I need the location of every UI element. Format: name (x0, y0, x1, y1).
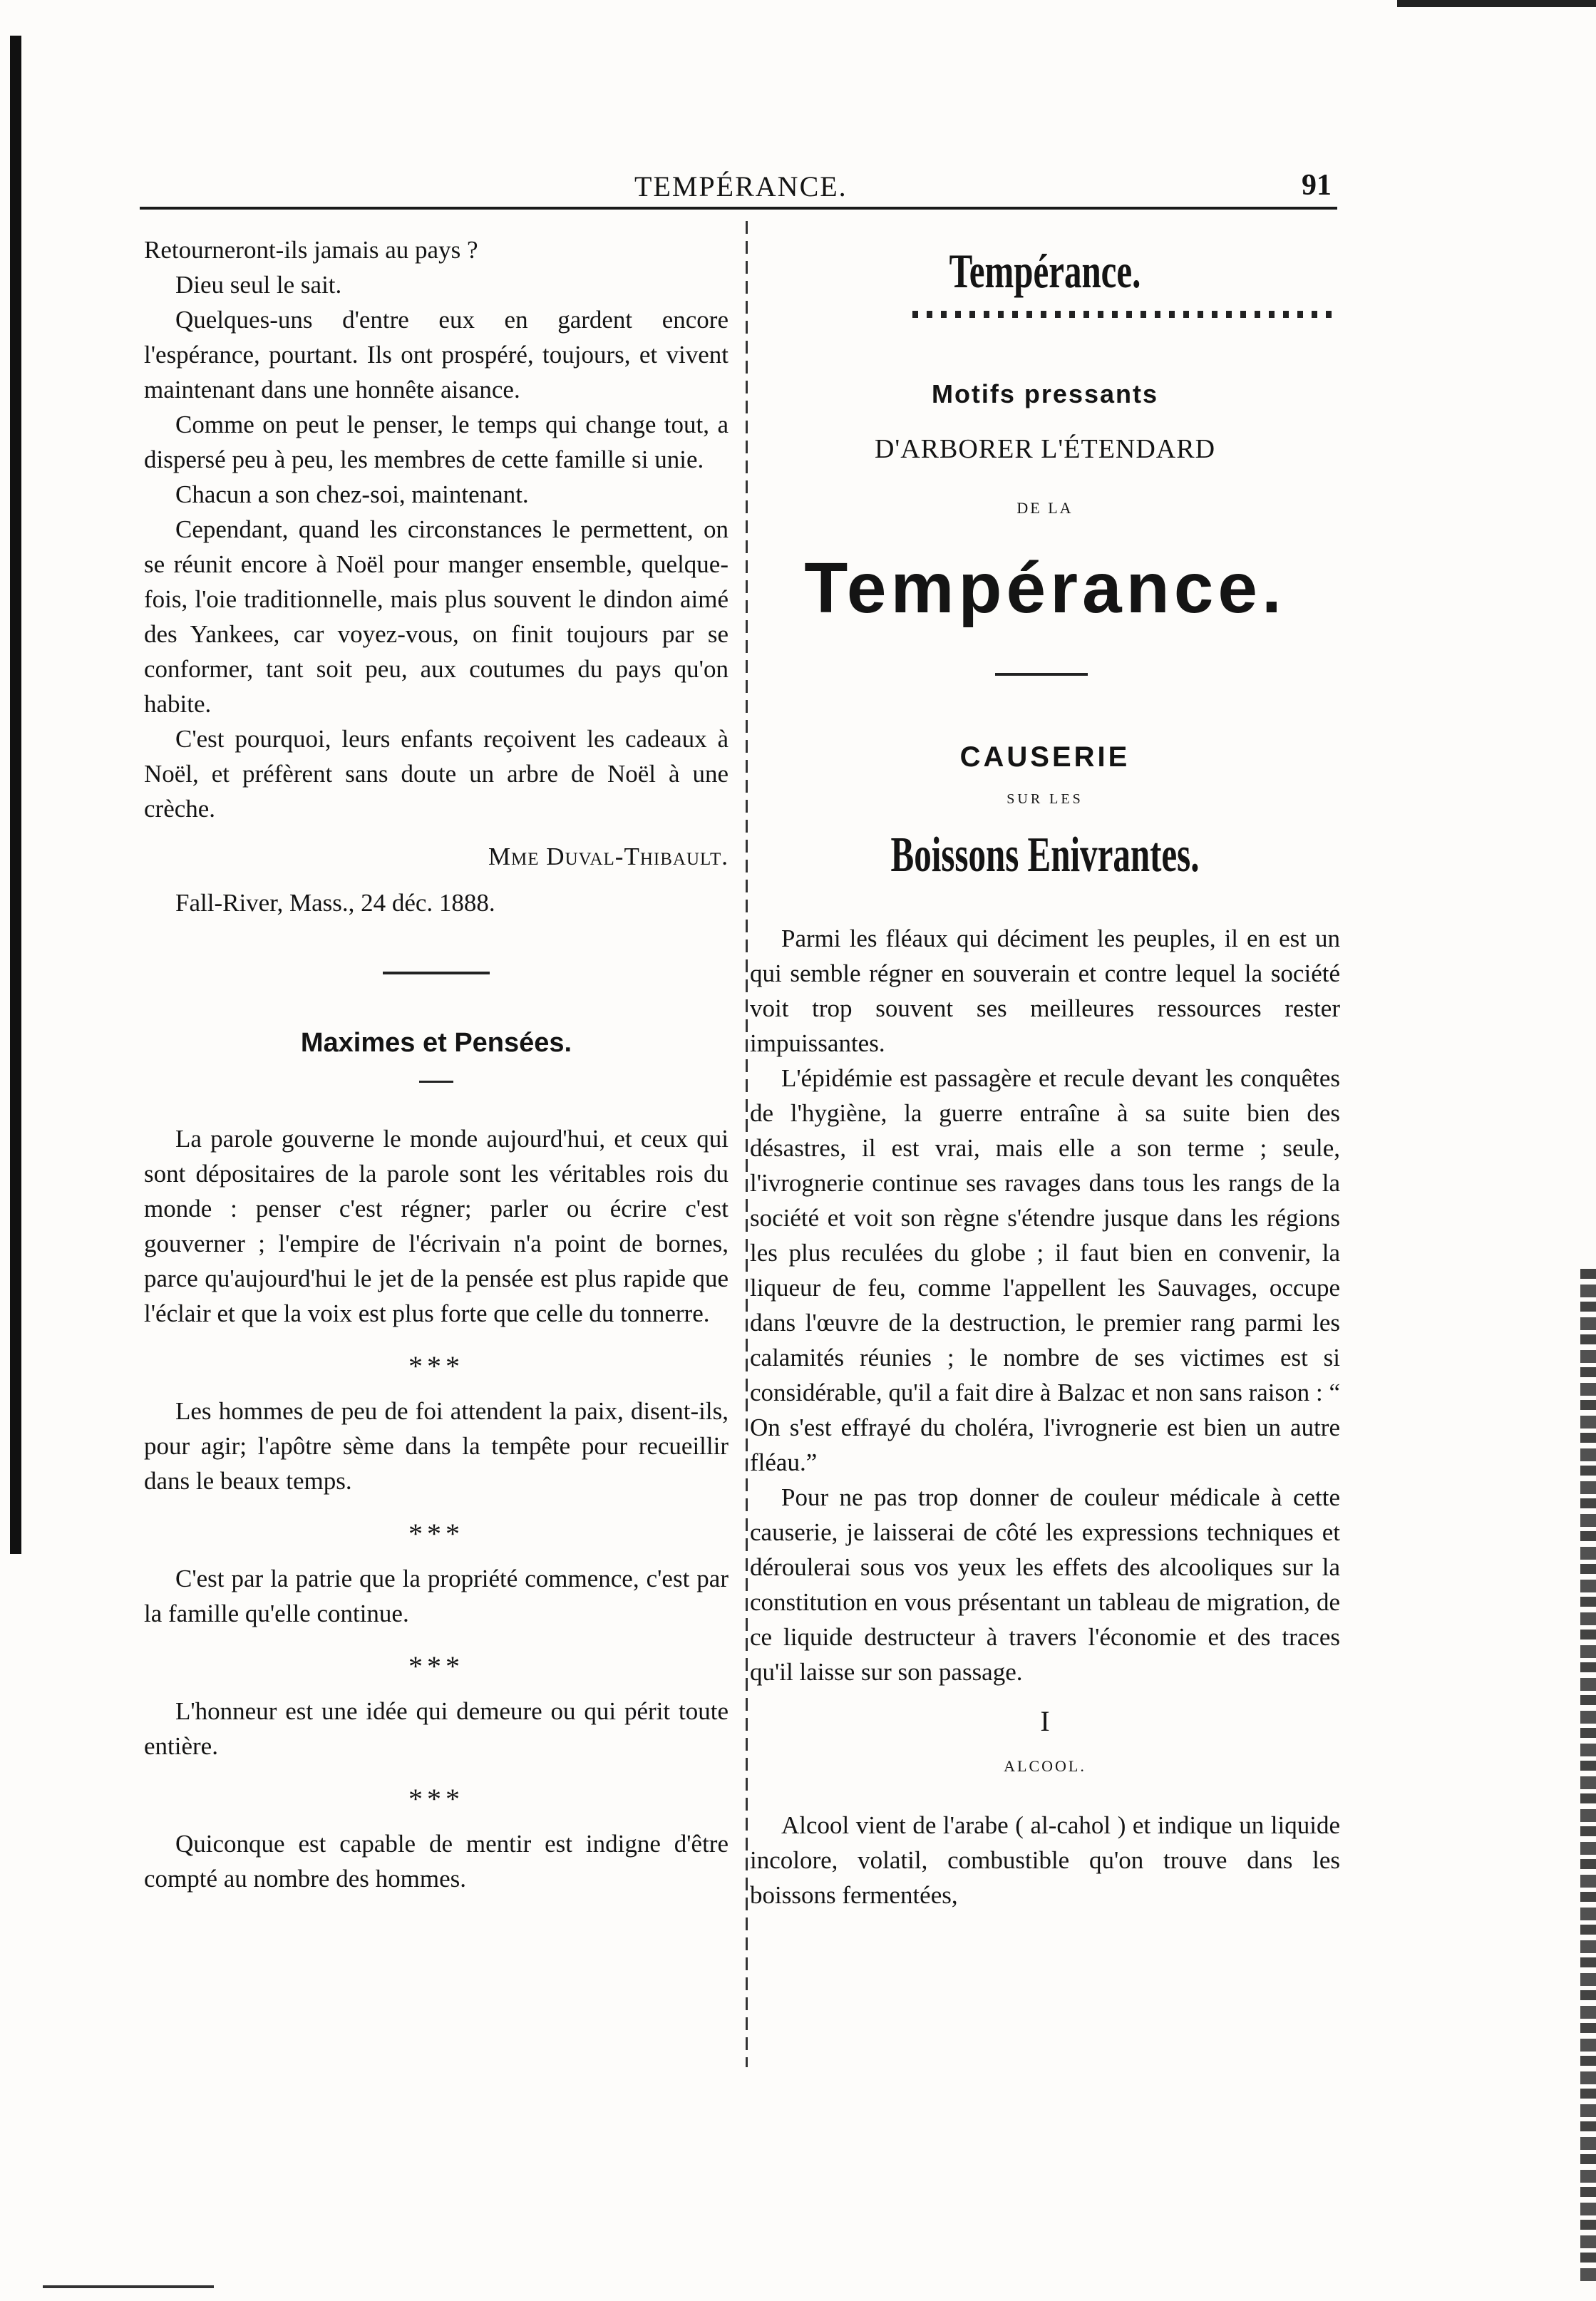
paragraph: Parmi les fléaux qui déciment les peuples, il en est un qui semble régner en souverain et contre lequel la société voit trop souvent ses meilleures ressources rester impuissantes. (750, 925, 1340, 1057)
maxime-paragraph: C'est par la patrie que la propriété commence, c'est par la famille qu'elle continue. (144, 1565, 729, 1627)
sur-les-heading: SUR LES (1006, 791, 1083, 807)
maximes-title: Maximes et Pensées. (300, 1028, 572, 1058)
roman-numeral: I (1040, 1705, 1050, 1737)
causerie-heading: CAUSERIE (959, 741, 1131, 773)
paragraph: Cependant, quand les circonstances le permettent, on se réunit encore à Noël pour manger ensemble, quelque-fois, l'oie traditionnelle, mais plus souvent le dindon aimé des Yankees, car voyez-vous, on finit toujours par se conformer, tant soit peu, aux coutumes du pays qu'on habite. (144, 515, 729, 718)
running-head: TEMPÉRANCE. (634, 170, 848, 202)
paragraph: Retourneront-ils jamais au pays ? (144, 236, 478, 264)
right-column (750, 921, 1340, 1913)
asterism: *** (408, 1518, 464, 1550)
paragraph: Alcool vient de l'arabe ( al-cahol ) et indique un liquide incolore, volatil, combustible qu'on trouve dans les boissons fermentées, (750, 1811, 1340, 1909)
subtitle-arborer: D'ARBORER L'ÉTENDARD (874, 434, 1216, 464)
paragraph: C'est pourquoi, leurs enfants reçoivent les cadeaux à Noël, et préfèrent sans doute un arbre de Noël à une crèche. (144, 725, 729, 823)
paragraph: Comme on peut le penser, le temps qui change tout, a dispersé peu à peu, les membres de cette famille si unie. (144, 411, 729, 473)
asterism: *** (408, 1650, 464, 1682)
subtitle-motifs: Motifs pressants (931, 379, 1159, 408)
paragraph: Chacun a son chez-soi, maintenant. (175, 480, 529, 508)
author-signature: Mme Duval-Thibault. (488, 843, 729, 870)
subtitle-de-la: DE LA (1016, 499, 1074, 517)
place-date: Fall-River, Mass., 24 déc. 1888. (175, 889, 495, 917)
title-dash (419, 1081, 453, 1083)
title-rule (995, 673, 1088, 676)
section-rule (383, 972, 490, 974)
left-column (144, 232, 729, 1896)
maxime-paragraph: L'honneur est une idée qui demeure ou qui périt toute entière. (144, 1697, 729, 1760)
asterism: *** (408, 1783, 464, 1815)
column-divider (746, 221, 748, 2067)
scan-edge-right (1580, 1269, 1596, 2281)
scan-edge-left (10, 36, 21, 1554)
header-rule (140, 207, 1337, 210)
paragraph: L'épidémie est passagère et recule devant les conquêtes de l'hygiène, la guerre entraîne à sa suite bien des désastres, il est vrai, mais elle a son terme ; seule, l'ivrognerie continue ses ravages dans tous les rangs de la société et voit son règne s'étendre jusque dans les régions les plus reculées du globe ; il faut bien en convenir, la liqueur de feu, comme l'appellent les Sauvages, occupe dans l'œuvre de la destruction, le premier rang parmi les calamités réunies ; le nombre de ses victimes est si considérable, qu'il a fait dire à Balzac et non sans raison : “ On s'est effrayé du choléra, l'ivrognerie est bien un autre fléau.” (750, 1064, 1340, 1476)
paragraph: Pour ne pas trop donner de couleur médicale à cette causerie, je laisserai de côté les expressions techniques et déroulerai sous vos yeux les effets des alcooliques sur la constitution en vous présentant un tableau de migration, de ce liquide destructeur à travers l'économie et des traces qu'il laisse sur son passage. (750, 1483, 1340, 1686)
maxime-paragraph: La parole gouverne le monde aujourd'hui, et ceux qui sont dépositaires de la parole sont les véritables rois du monde : penser c'est régner; parler ou écrire c'est gouverner ; l'empire de l'écrivain n'a point de bornes, parce qu'aujourd'hui le jet de la pensée est plus rapide que l'éclair et que la voix est plus forte que celle du tonnerre. (144, 1125, 729, 1327)
section-title: Tempérance. (949, 244, 1141, 298)
asterism: *** (408, 1350, 464, 1382)
big-title: Tempérance. (804, 548, 1286, 628)
decorative-wave-rule (912, 311, 1333, 318)
scan-edge-top (1397, 0, 1596, 7)
maxime-paragraph: Quiconque est capable de mentir est indigne d'être compté au nombre des hommes. (144, 1830, 729, 1893)
paragraph: Dieu seul le sait. (175, 271, 342, 299)
maxime-paragraph: Les hommes de peu de foi attendent la paix, disent-ils, pour agir; l'apôtre sème dans la tempête pour recueillir dans le beaux temps. (144, 1397, 729, 1495)
page-number: 91 (1302, 169, 1332, 202)
boissons-heading: Boissons Enivrantes. (890, 828, 1200, 882)
alcool-heading: ALCOOL. (1004, 1757, 1086, 1775)
scan-edge-bottom (43, 2285, 214, 2288)
paragraph: Quelques-uns d'entre eux en gardent encore l'espérance, pourtant. Ils ont prospéré, toujours, et vivent maintenant dans une honnête aisance. (144, 306, 729, 403)
